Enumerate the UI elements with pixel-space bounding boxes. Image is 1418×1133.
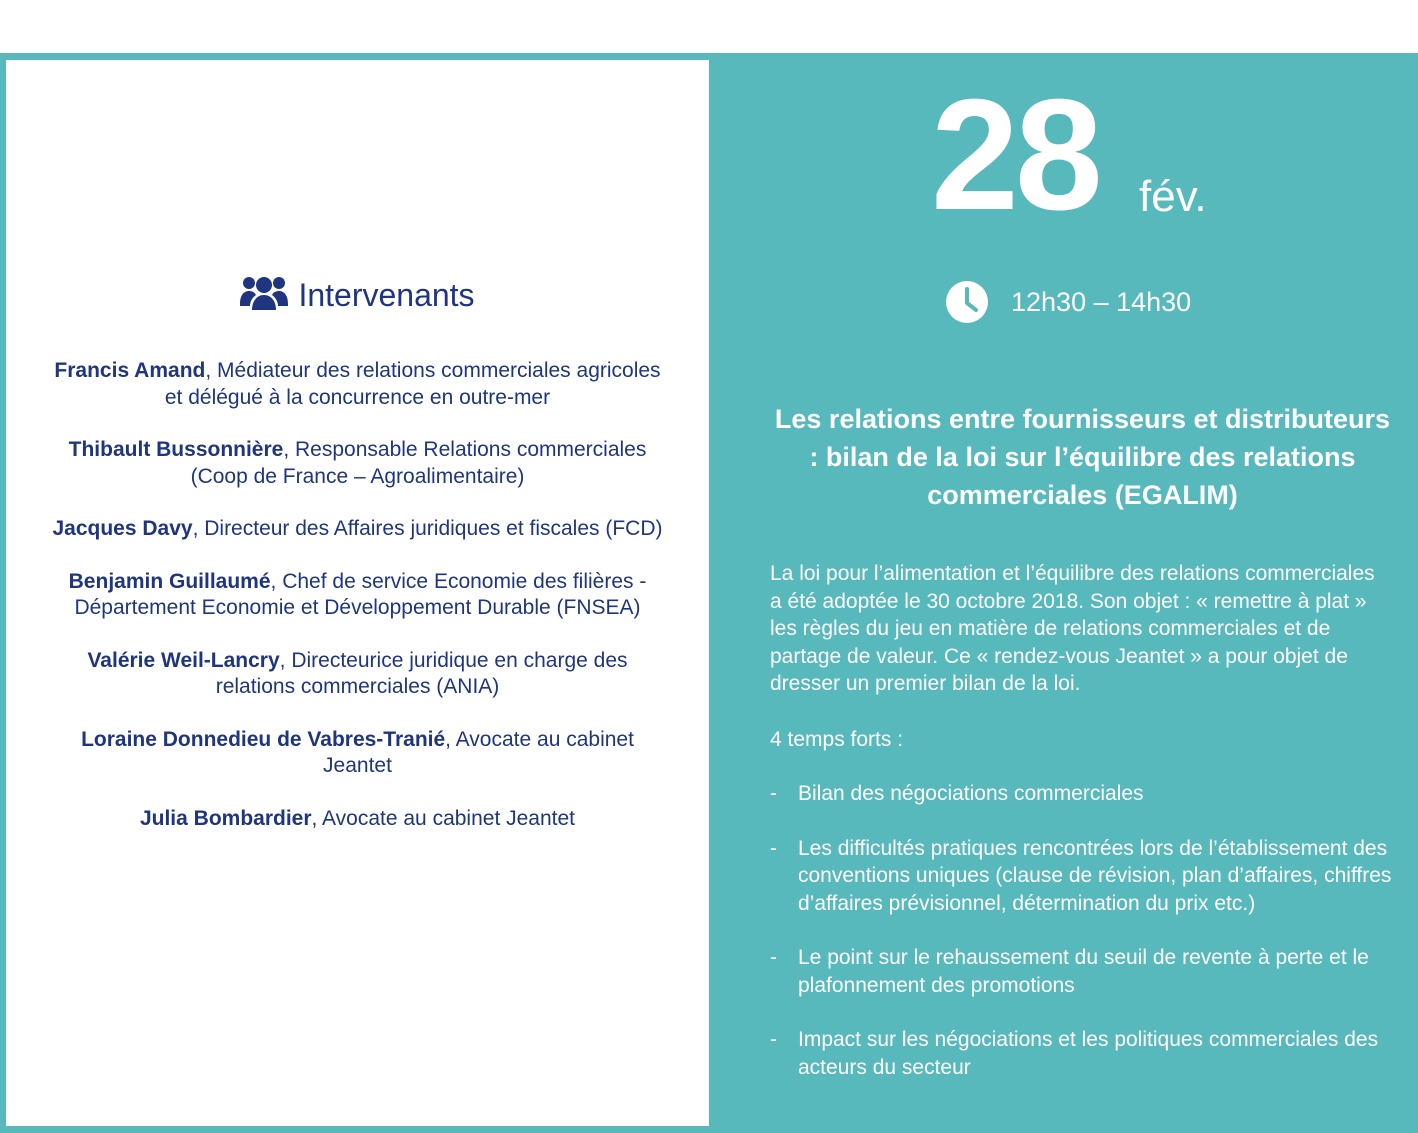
highlights-title: 4 temps forts : xyxy=(770,728,904,751)
speaker-item xyxy=(46,727,669,780)
speaker-name: Jacques Davy xyxy=(52,517,193,540)
speaker-name: Valérie Weil-Lancry xyxy=(87,648,280,672)
speaker-role: , Responsable Relations commerciales (Coop de France – Agroalimentaire) xyxy=(190,438,647,488)
speaker-name: Julia Bombardier xyxy=(139,806,312,830)
speaker-role: , Médiateur des relations commerciales agricoles et délégué à la concurrence en outre-mer xyxy=(164,359,661,409)
speaker-item xyxy=(46,516,669,543)
bullet-dash: - xyxy=(770,782,777,805)
speaker-item xyxy=(46,358,669,411)
highlights-list xyxy=(770,780,1400,1108)
highlight-item xyxy=(770,1026,1400,1081)
speaker-role: , Directeur des Affaires juridiques et fiscales (FCD) xyxy=(192,517,663,540)
event-panel xyxy=(709,60,1418,1133)
bullet-dash: - xyxy=(770,946,777,969)
speaker-name: Loraine Donnedieu de Vabres-Tranié xyxy=(81,727,446,751)
group-icon xyxy=(240,274,288,310)
highlight-item xyxy=(770,780,1400,808)
highlight-item xyxy=(770,944,1400,999)
event-description: La loi pour l’alimentation et l’équilibre des relations commerciales a été adoptée le 30 octobre 2018. Son objet : « remettre à plat » les règles du jeu en matière de relations commerciales et de partage de valeur. Ce « rendez-vous Jeantet » a pour objet de dresser un premier bilan de la loi. xyxy=(770,562,1375,695)
event-day: 28 xyxy=(931,67,1099,243)
highlight-text: Le point sur le rehaussement du seuil de revente à perte et le plafonnement des promotions xyxy=(798,946,1369,997)
speaker-name: Benjamin Guillaumé xyxy=(68,569,271,593)
speaker-role: , Directeurice juridique en charge des relations commerciales (ANIA) xyxy=(215,648,628,698)
speaker-role: , Chef de service Economie des filières - Département Economie et Développement Durable (FNSEA) xyxy=(74,569,647,619)
speaker-name: Francis Amand xyxy=(54,359,206,382)
speaker-name: Thibault Bussonnière xyxy=(68,438,284,461)
speaker-role: , Avocate au cabinet Jeantet xyxy=(323,727,634,777)
highlight-text: Bilan des négociations commerciales xyxy=(798,782,1144,805)
speaker-role: , Avocate au cabinet Jeantet xyxy=(311,806,576,830)
speaker-list xyxy=(46,358,669,858)
bullet-dash: - xyxy=(770,1028,777,1051)
speaker-item xyxy=(46,569,669,622)
highlight-text: Les difficultés pratiques rencontrées lors de l’établissement des conventions uniques (clause de révision, plan d’affaires, chiffres d’affaires prévisionnel, détermination du prix etc.) xyxy=(798,836,1392,915)
bullet-dash: - xyxy=(770,836,777,860)
speakers-heading-label: Intervenants xyxy=(298,277,475,313)
event-month: fév. xyxy=(1139,172,1207,221)
highlight-text: Impact sur les négociations et les politiques commerciales des acteurs du secteur xyxy=(798,1028,1379,1079)
speakers-panel xyxy=(6,60,709,1126)
speakers-heading xyxy=(6,273,709,317)
highlight-item xyxy=(770,835,1400,918)
event-title: Les relations entre fournisseurs et distributeurs : bilan de la loi sur l’équilibre des relations commerciales (EGALIM) xyxy=(774,404,1391,510)
event-time: 12h30 – 14h30 xyxy=(1011,286,1192,317)
speaker-item xyxy=(46,648,669,701)
speaker-item xyxy=(46,806,669,833)
clock-icon xyxy=(945,280,989,324)
event-time-row xyxy=(945,280,1191,324)
speaker-item xyxy=(46,437,669,490)
